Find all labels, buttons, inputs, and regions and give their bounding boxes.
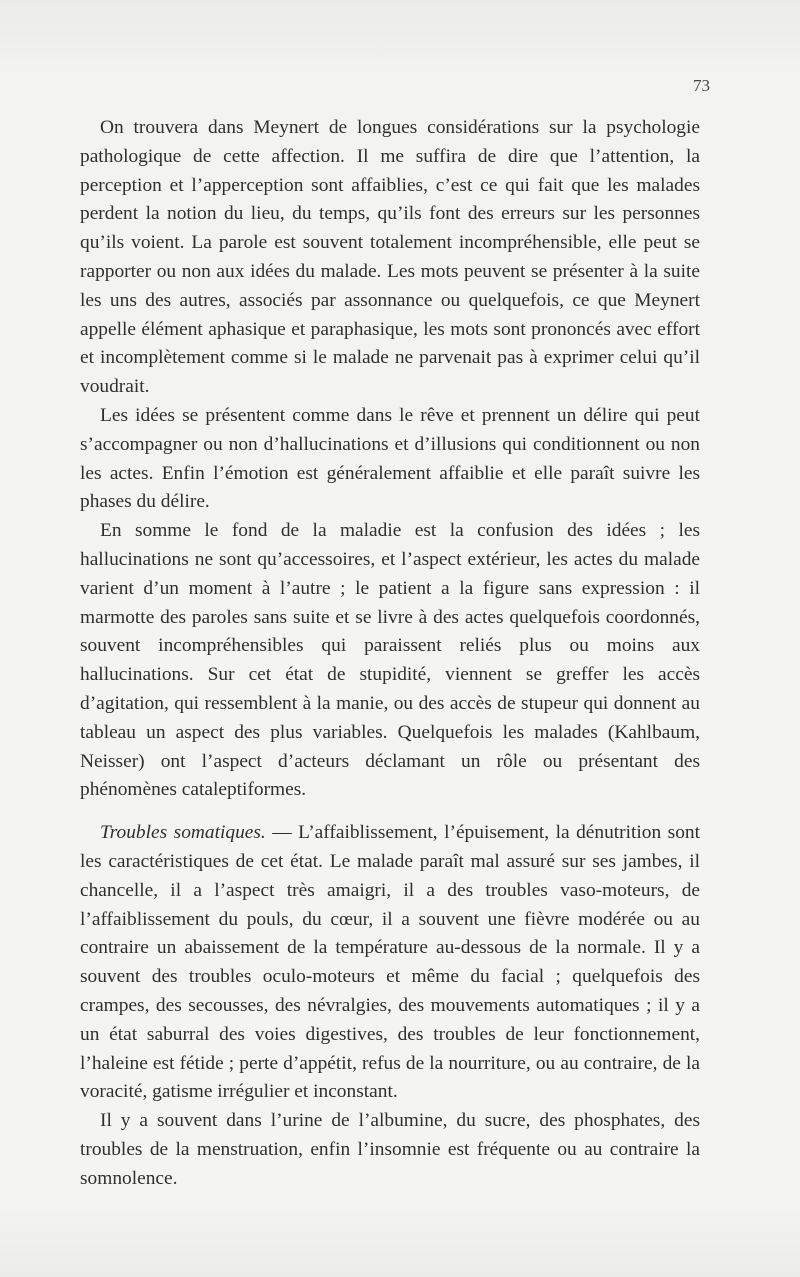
paragraph-somatic-troubles	[80, 819, 700, 1107]
paragraph-ideas	[80, 402, 700, 517]
paragraph-text: Il y a souvent dans l’urine de l’albumine, du sucre, des phosphates, des troubles de la menstruation, enfin l’insomnie est fréquente ou au contraire la somnolence.	[80, 1110, 700, 1189]
paragraph-psychology	[80, 114, 700, 402]
page-number: 73	[693, 76, 710, 95]
paragraph-urine	[80, 1107, 700, 1193]
paragraph-summary	[80, 517, 700, 805]
paragraph-text: — L’affaiblissement, l’épuisement, la dénutrition sont les caractéristiques de cet état. Le malade paraît mal assuré sur ses jambes, il chancelle, il a l’aspect très amaigri, il a des troubles vaso-moteurs, de l’affaiblissement du pouls, du cœur, il a souvent une fièvre modérée ou au contraire un abaissement de la température au-dessous de la normale. Il y a souvent des troubles oculo-moteurs et même du facial ; quelquefois des crampes, des secousses, des névralgies, des mouvements automatiques ; il y a un état saburral des voies digestives, des troubles de leur fonctionnement, l’haleine est fétide ; perte d’appétit, refus de la nourriture, ou au contraire, de la voracité, gatisme irrégulier et inconstant.	[80, 822, 700, 1103]
paragraph-text: Les idées se présentent comme dans le rêve et prennent un délire qui peut s’accompagner ou non d’hallucinations et d’illusions qui conditionnent ou non les actes. Enfin l’émotion est généralement affaiblie et elle paraît suivre les phases du délire.	[80, 404, 700, 513]
paragraph-text: On trouvera dans Meynert de longues considérations sur la psychologie pathologique de cette affection. Il me suffira de dire que l’attention, la perception et l’apperception sont affaiblies, c’est ce qui fait que les malades perdent la notion du lieu, du temps, qu’ils font des erreurs sur les personnes qu’ils voient. La parole est souvent totalement incompréhensible, elle peut se rapporter ou non aux idées du malade. Les mots peuvent se présenter à la suite les uns des autres, associés par assonnance ou quelquefois, ce que Meynert appelle élément aphasique et paraphasique, les mots sont prononcés avec effort et incomplètement comme si le malade ne parvenait pas à exprimer celui qu’il voudrait.	[80, 117, 700, 398]
section-lead: Troubles somatiques.	[100, 822, 266, 844]
body-text	[80, 114, 700, 1193]
paragraph-text: En somme le fond de la maladie est la confusion des idées ; les hallucinations ne sont qu’accessoires, et l’aspect extérieur, les actes du malade varient d’un moment à l’autre ; le patient a la figure sans expression : il marmotte des paroles sans suite et se livre à des actes quelquefois coordonnés, souvent incompréhensibles qui paraissent reliés plus ou moins aux hallucinations. Sur cet état de stupidité, viennent se greffer les accès d’agitation, qui ressemblent à la manie, ou des accès de stupeur qui donnent au tableau un aspect des plus variables. Quelquefois les malades (Kahlbaum, Neisser) ont l’aspect d’acteurs déclamant un rôle ou présentant des phénomènes cataleptiformes.	[80, 520, 700, 801]
